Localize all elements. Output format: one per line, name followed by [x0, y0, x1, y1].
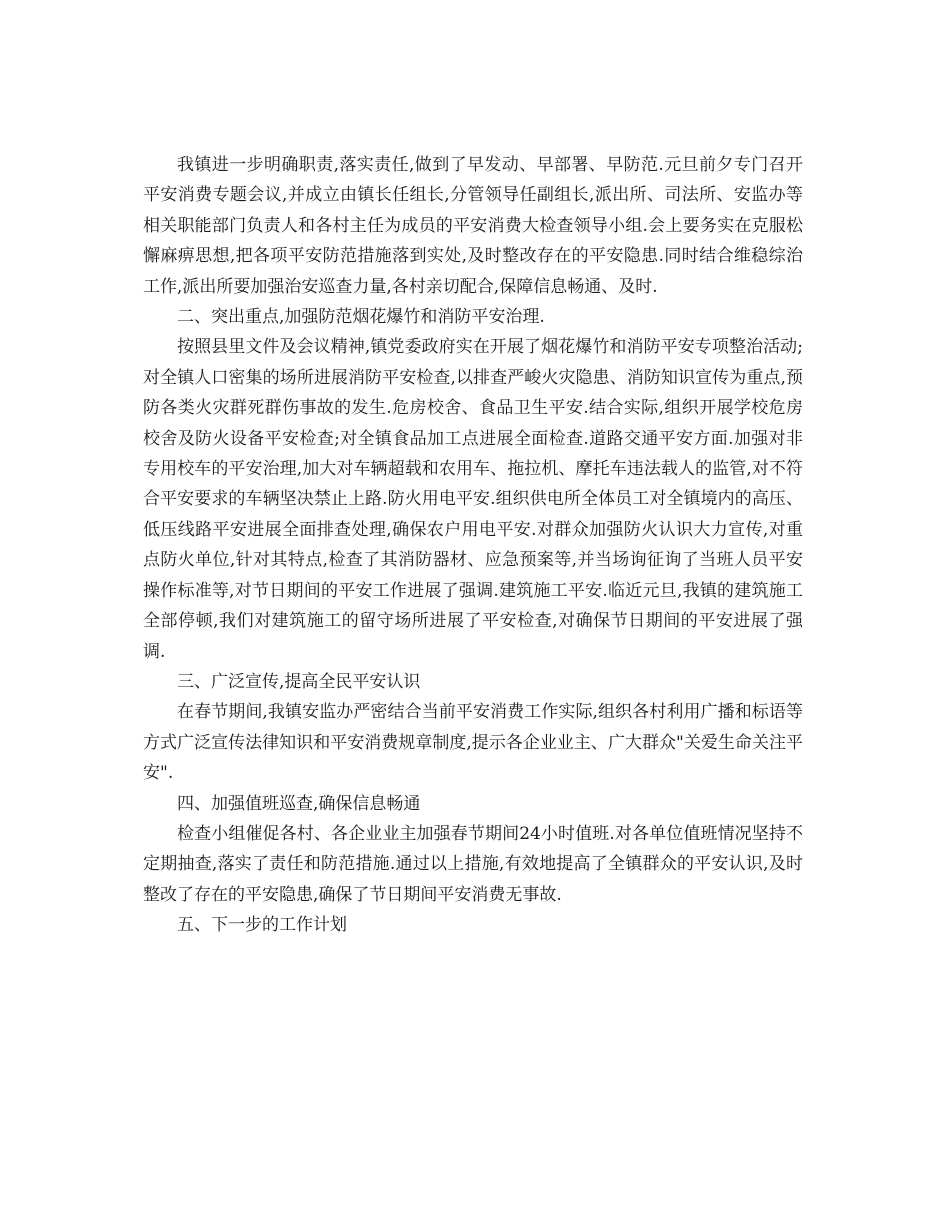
paragraph-responsibility: 我镇进一步明确职责,落实责任,做到了早发动、早部署、早防范.元旦前夕专门召开平安消费专题会议,并成立由镇长任组长,分管领导任副组长,派出所、司法所、安监办等相关职能部门负责人和各村主任为成员的平安消费大检查领导小组.会上要务实在克服松懈麻痹思想,把各项平安防范措施落到实处,及时整改存在的平安隐患.同时结合维稳综治工作,派出所要加强治安巡查力量,各村亲切配合,保障信息畅通、及时. — [143, 155, 803, 297]
heading-section-2: 二、突出重点,加强防范烟花爆竹和消防平安治理. — [177, 307, 545, 328]
heading-section-4: 四、加强值班巡查,确保信息畅通 — [177, 793, 421, 814]
paragraph-duty-inspection: 检查小组催促各村、各企业业主加强春节期间24小时值班.对各单位值班情况坚持不定期抽查,落实了责任和防范措施.通过以上措施,有效地提高了全镇群众的平安认识,及时整改了存在的平安隐患,确保了节日期间平安消费无事故. — [143, 823, 803, 905]
paragraph-publicity: 在春节期间,我镇安监办严密结合当前平安消费工作实际,组织各村利用广播和标语等方式广泛宣传法律知识和平安消费规章制度,提示各企业业主、广大群众"关爱生命关注平安". — [143, 702, 803, 784]
heading-section-5: 五、下一步的工作计划 — [177, 915, 347, 936]
document-body — [143, 150, 803, 941]
paragraph-fireworks-fire-safety: 按照县里文件及会议精神,镇党委政府实在开展了烟花爆竹和消防平安专项整治活动;对全镇人口密集的场所进展消防平安检查,以排查严峻火灾隐患、消防知识宣传为重点,预防各类火灾群死群伤事故的发生.危房校舍、食品卫生平安.结合实际,组织开展学校危房校舍及防火设备平安检查;对全镇食品加工点进展全面检查.道路交通平安方面.加强对非专用校车的平安治理,加大对车辆超载和农用车、拖拉机、摩托车违法载人的监管,对不符合平安要求的车辆坚决禁止上路.防火用电平安.组织供电所全体员工对全镇境内的高压、低压线路平安进展全面排查处理,确保农户用电平安.对群众加强防火认识大力宣传,对重点防火单位,针对其特点,检查了其消防器材、应急预案等,并当场询征询了当班人员平安操作标准等,对节日期间的平安工作进展了强调.建筑施工平安.临近元旦,我镇的建筑施工全部停顿,我们对建筑施工的留守场所进展了平安检查,对确保节日期间的平安进展了强调. — [143, 337, 803, 662]
heading-section-3: 三、广泛宣传,提高全民平安认识 — [177, 671, 421, 692]
